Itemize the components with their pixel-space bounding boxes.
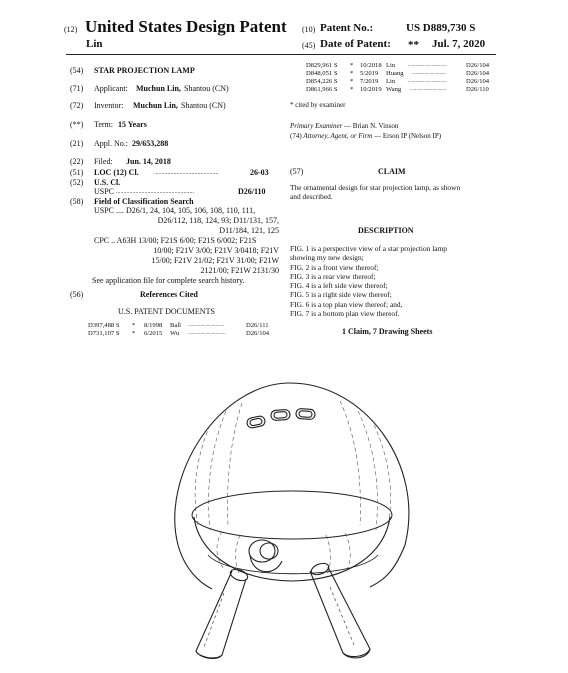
search-label: Field of Classification Search — [94, 197, 194, 206]
field-code: (71) — [70, 84, 84, 93]
ref-class: D26/104 — [246, 330, 270, 337]
code-12: (12) — [64, 25, 78, 34]
field-term — [70, 120, 147, 130]
attorney — [290, 132, 441, 141]
term-value: 15 Years — [118, 120, 147, 129]
patent-type-title: United States Design Patent — [85, 17, 287, 36]
search-line: 2121/00; F21W 2131/30 — [200, 266, 279, 275]
primary-examiner — [290, 122, 441, 131]
field-52-uscl — [70, 178, 275, 196]
description-line: FIG. 7 is a bottom plan view thereof. — [290, 309, 400, 319]
claim-section — [290, 167, 496, 201]
inventor-label: Inventor: — [94, 101, 124, 110]
ref-mark: * — [132, 330, 136, 337]
lamp-lower-ring — [208, 555, 378, 574]
refs-right-list — [306, 62, 496, 96]
dot-leader: ........................... — [412, 71, 446, 76]
refs-left-list — [88, 322, 278, 342]
patent-number: US D889,730 S — [406, 22, 476, 34]
search-line: USPC .... D26/1, 24, 104, 105, 106, 108, 110, 111, — [94, 206, 256, 215]
patent-date: Jul. 7, 2020 — [432, 38, 486, 50]
ref-number: D854,226 S — [306, 78, 338, 85]
stand-leg-right — [310, 561, 370, 658]
field-22-filed — [70, 157, 171, 167]
filed-label: Filed: — [94, 157, 113, 166]
description-line: FIG. 4 is a left side view thereof; — [290, 281, 388, 291]
field-code: (56) — [70, 290, 84, 299]
search-line: CPC .. A63H 13/00; F21S 6/00; F21S 6/002; F21S — [94, 236, 257, 245]
inventor-surname: Lin — [86, 38, 103, 50]
primary-examiner-label: Primary Examiner — [290, 122, 343, 130]
ref-date: 5/2019 — [360, 70, 379, 77]
stand-leg-left — [196, 567, 249, 658]
description-line: FIG. 1 is a perspective view of a star projection lamp — [290, 244, 448, 253]
attorney-name: — Erson IP (Nelson IP) — [374, 131, 442, 140]
field-code: (51) — [70, 168, 84, 177]
field-code: (74) — [290, 131, 302, 140]
appl-number: 29/653,288 — [132, 139, 169, 148]
lamp-base-ring — [192, 491, 392, 539]
inventor-place: Shantou (CN) — [181, 101, 226, 110]
search-line: 10/00; F21V 3/00; F21V 3/0418; F21V — [153, 246, 279, 255]
description-line: FIG. 6 is a top plan view thereof; and, — [290, 299, 403, 309]
description-line: FIG. 2 is a front view thereof; — [290, 262, 379, 272]
field-code: (58) — [70, 197, 84, 206]
sphere-outline-left — [178, 545, 212, 589]
dot-leader: ............................. — [188, 323, 225, 328]
ref-date: 10/2019 — [360, 86, 382, 93]
applicant-label: Applicant: — [94, 84, 128, 93]
claim-line: The ornamental design for star projection lamp, as shown — [290, 183, 461, 192]
dot-leader: ............................. — [410, 87, 447, 92]
ref-number: D829,961 S — [306, 62, 338, 69]
lens-body — [250, 555, 282, 572]
refs-label: References Cited — [140, 290, 198, 299]
applicant-name: Muchun Lin, — [136, 84, 181, 93]
lamp-drawing — [140, 365, 440, 665]
description-line: FIG. 3 is a rear view thereof; — [290, 271, 376, 281]
ref-number: D731,107 S — [88, 330, 120, 337]
field-51-loc — [70, 168, 275, 178]
dot-leader: .................................................... — [116, 189, 194, 195]
dot-leader: ............................... — [408, 63, 447, 68]
ref-class: D26/104 — [466, 62, 490, 69]
claim-text — [290, 183, 460, 201]
description-line: FIG. 5 is a right side view thereof; — [290, 290, 392, 300]
loc-label: LOC (12) Cl. — [94, 168, 139, 177]
search-line: 15/00; F21V 21/02; F21V 31/00; F21W — [151, 256, 279, 265]
search-line: D11/184, 121, 125 — [219, 226, 279, 235]
field-54 — [70, 66, 195, 76]
refs-subheading: U.S. PATENT DOCUMENTS — [118, 307, 215, 316]
applicant-place: Shantou (CN) — [184, 84, 229, 93]
dot-leader: ............................... — [408, 79, 447, 84]
ref-mark: * — [350, 70, 354, 77]
field-58-search — [70, 197, 280, 285]
uscl-value: D26/110 — [238, 187, 266, 196]
ref-mark: * — [350, 62, 354, 69]
lamp-base-skirt — [194, 517, 390, 581]
ref-name: Wang — [386, 86, 402, 93]
ref-class: D26/111 — [246, 322, 269, 329]
date-label: Date of Patent: — [320, 38, 391, 50]
search-line: D26/112, 118, 124, 93; D11/131, 157, — [157, 216, 279, 225]
claims-summary: 1 Claim, 7 Drawing Sheets — [342, 327, 433, 336]
date-stars: ** — [408, 39, 419, 51]
sphere-shading — [195, 401, 391, 577]
uspc-label: USPC — [94, 187, 115, 196]
ref-name: Lin — [386, 62, 396, 69]
ref-name: Lin — [386, 78, 396, 85]
code-45: (45) — [302, 41, 316, 50]
ref-mark: * — [350, 86, 354, 93]
top-window-slots — [246, 408, 315, 428]
dot-leader: .............................. — [188, 331, 226, 336]
field-code: (21) — [70, 139, 84, 148]
code-10: (10) — [302, 25, 316, 34]
ref-name: Ball — [170, 322, 181, 329]
search-lines — [94, 206, 279, 286]
ref-number: D861,966 S — [306, 86, 338, 93]
field-code: (52) — [70, 178, 84, 187]
search-line: See application file for complete search history. — [92, 276, 245, 285]
claim-heading: CLAIM — [378, 167, 406, 176]
cited-by-note: * cited by examiner — [290, 101, 346, 109]
ref-date: 8/1998 — [144, 322, 163, 329]
description-heading: DESCRIPTION — [358, 226, 414, 235]
ref-date: 6/2015 — [144, 330, 163, 337]
field-code: (57) — [290, 167, 304, 176]
description-line: showing my new design; — [290, 253, 364, 263]
description-lines — [290, 244, 447, 318]
term-label: Term: — [94, 120, 113, 129]
loc-value: 26-03 — [250, 168, 269, 177]
field-code: (72) — [70, 101, 84, 110]
patent-title: STAR PROJECTION LAMP — [94, 66, 195, 75]
field-code: (22) — [70, 157, 84, 166]
ref-class: D26/104 — [466, 70, 490, 77]
attorney-label: Attorney, Agent, or Firm — [303, 131, 373, 140]
ref-number: D848,051 S — [306, 70, 338, 77]
field-71-applicant — [70, 84, 229, 94]
field-code: (**) — [70, 120, 84, 129]
appl-label: Appl. No.: — [94, 139, 128, 148]
field-21-appl — [70, 139, 169, 149]
examiners-block — [290, 122, 441, 140]
ref-name: Huang — [386, 70, 404, 77]
field-56-refs — [70, 290, 280, 316]
field-code: (54) — [70, 66, 84, 75]
dot-leader: ........................................... — [154, 170, 219, 176]
ref-date: 10/2018 — [360, 62, 382, 69]
inventor-name: Muchun Lin, — [133, 101, 178, 110]
field-72-inventor — [70, 101, 226, 111]
ref-class: D26/104 — [466, 78, 490, 85]
primary-examiner-name: — Brian N. Vinson — [344, 122, 399, 130]
ref-mark: * — [132, 322, 136, 329]
patent-no-label: Patent No.: — [320, 22, 374, 34]
claim-line: and described. — [290, 192, 333, 201]
ref-name: Wu — [170, 330, 180, 337]
ref-class: D26/110 — [466, 86, 489, 93]
header-rule — [66, 54, 496, 55]
filed-date: Jun. 14, 2018 — [126, 157, 171, 166]
ref-date: 7/2019 — [360, 78, 379, 85]
ref-number: D397,488 S — [88, 322, 120, 329]
uscl-label: U.S. Cl. — [94, 178, 121, 187]
ref-mark: * — [350, 78, 354, 85]
